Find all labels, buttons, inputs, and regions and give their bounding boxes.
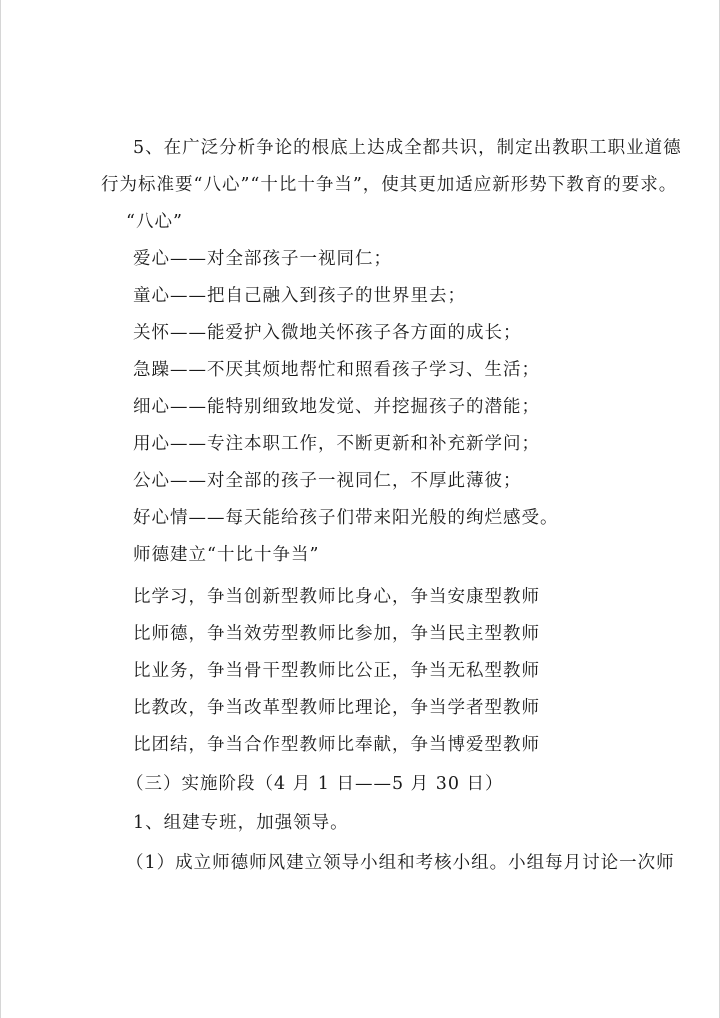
list-item: 比师德，争当效劳型教师比参加，争当民主型教师: [133, 624, 540, 644]
list-item: 比业务，争当骨干型教师比公正，争当无私型教师: [133, 661, 540, 681]
list-item: 急躁——不厌其烦地帮忙和照看孩子学习、生活；: [133, 360, 540, 380]
section-heading: 师德建立“十比十争当”: [133, 545, 320, 565]
list-item: 比学习，争当创新型教师比身心，争当安康型教师: [133, 587, 540, 607]
paragraph-line: （1）成立师德师风建立领导小组和考核小组。小组每月讨论一次师: [126, 853, 675, 873]
paragraph-line: 行为标准要“八心”“十比十争当”，使其更加适应新形势下教育的要求。: [101, 175, 678, 195]
list-item: 爱心——对全部孩子一视同仁；: [133, 249, 392, 269]
list-item: 关怀——能爱护入微地关怀孩子各方面的成长；: [133, 323, 522, 343]
section-heading: “八心”: [126, 212, 183, 232]
paragraph-line: 5、在广泛分析争论的根底上达成全都共识，制定出教职工职业道德: [133, 138, 682, 158]
list-item: 比教改，争当改革型教师比理论，争当学者型教师: [133, 698, 540, 718]
list-item: 好心情——每天能给孩子们带来阳光般的绚烂感受。: [133, 508, 559, 528]
list-item: 童心——把自己融入到孩子的世界里去；: [133, 286, 466, 306]
list-item: 比团结，争当合作型教师比奉献，争当博爱型教师: [133, 735, 540, 755]
list-item: 用心——专注本职工作，不断更新和补充新学问；: [133, 434, 540, 454]
list-item: 细心——能特别细致地发觉、并挖掘孩子的潜能；: [133, 397, 540, 417]
section-heading: 1、组建专班，加强领导。: [133, 813, 349, 833]
list-item: 公心——对全部的孩子一视同仁，不厚此薄彼；: [133, 471, 522, 491]
section-heading: （三）实施阶段（4 月 1 日——5 月 30 日）: [126, 774, 504, 794]
